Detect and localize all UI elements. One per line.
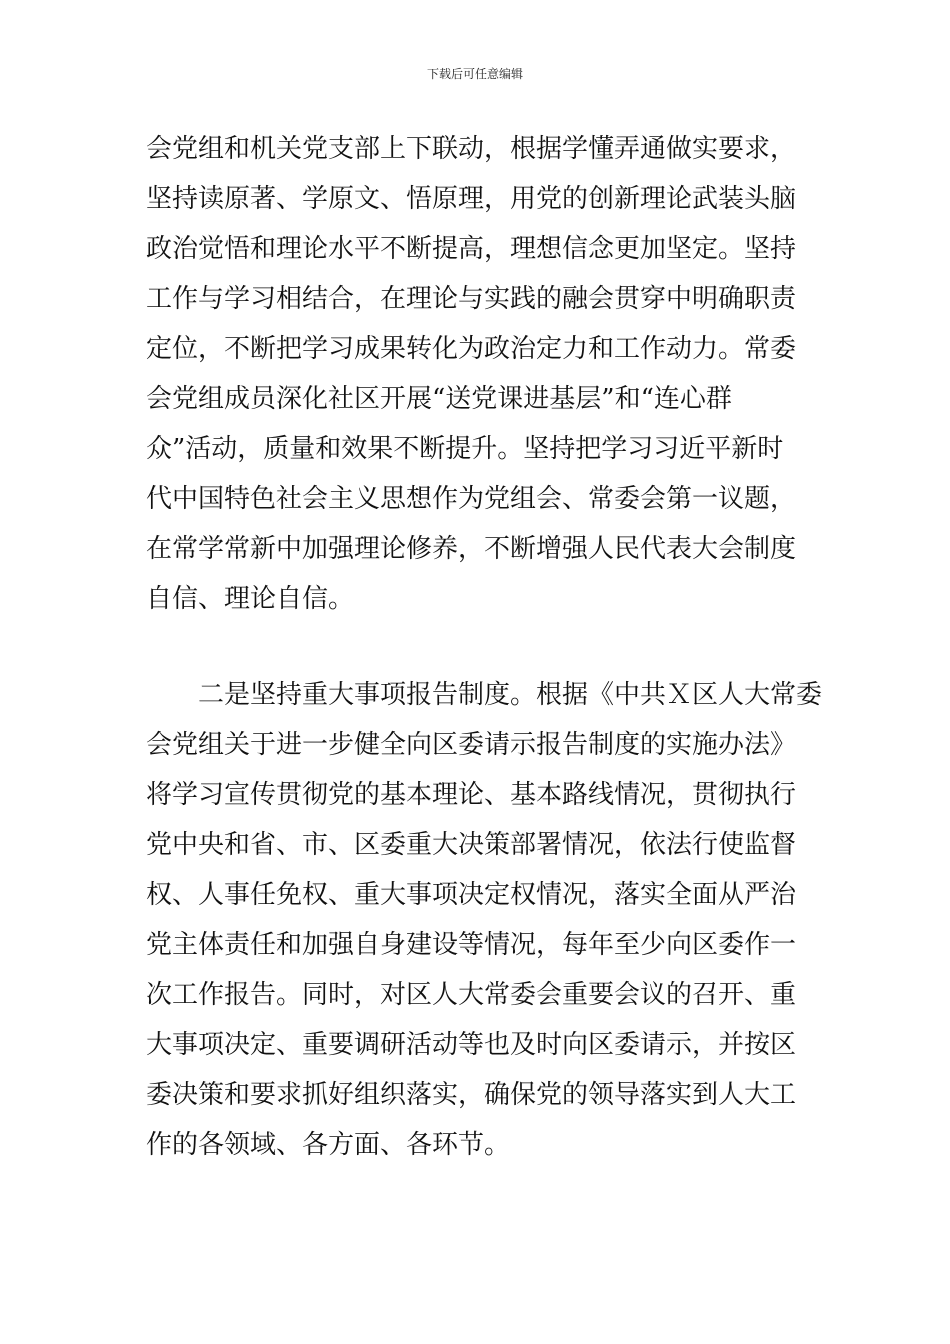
- text-line: 党中央和省、市、区委重大决策部署情况，依法行使监督: [146, 830, 797, 860]
- text-line: 定位，不断把学习成果转化为政治定力和工作动力。常委: [146, 334, 797, 364]
- text-line: 党主体责任和加强自身建设等情况，每年至少向区委作一: [146, 930, 797, 960]
- paragraph-spacer: [146, 624, 816, 670]
- text-line: 作的各领域、各方面、各环节。: [146, 1130, 511, 1160]
- text-line: 次工作报告。同时，对区人大常委会重要会议的召开、重: [146, 980, 797, 1010]
- text-line: 代中国特色社会主义思想作为党组会、常委会第一议题，: [146, 484, 797, 514]
- text-line: 工作与学习相结合，在理论与实践的融会贯穿中明确职责: [146, 284, 797, 314]
- text-line: 会党组关于进一步健全向区委请示报告制度的实施办法》: [146, 730, 797, 760]
- text-line: 政治觉悟和理论水平不断提高，理想信念更加坚定。坚持: [146, 234, 797, 264]
- text-line: 众”活动，质量和效果不断提升。坚持把学习习近平新时: [146, 434, 784, 464]
- text-line: 大事项决定、重要调研活动等也及时向区委请示，并按区: [146, 1030, 797, 1060]
- text-line: 权、人事任免权、重大事项决定权情况，落实全面从严治: [146, 880, 797, 910]
- text-line: 坚持读原著、学原文、悟原理，用党的创新理论武装头脑: [146, 184, 797, 214]
- text-line: 会党组成员深化社区开展“送党课进基层”和“连心群: [146, 384, 732, 414]
- text-line: 会党组和机关党支部上下联动，根据学懂弄通做实要求，: [146, 134, 797, 164]
- paragraph-1: [146, 124, 816, 624]
- page-header: 下载后可任意编辑: [426, 67, 523, 81]
- paragraph-2: [146, 670, 823, 1170]
- text-line: 二是坚持重大事项报告制度。根据《中共Ｘ区人大常委: [146, 680, 823, 710]
- text-line: 自信、理论自信。: [146, 584, 355, 614]
- document-body: [146, 124, 823, 1170]
- text-line: 将学习宣传贯彻党的基本理论、基本路线情况，贯彻执行: [146, 780, 797, 810]
- text-line: 在常学常新中加强理论修养，不断增强人民代表大会制度: [146, 534, 797, 564]
- text-line: 委决策和要求抓好组织落实，确保党的领导落实到人大工: [146, 1080, 797, 1110]
